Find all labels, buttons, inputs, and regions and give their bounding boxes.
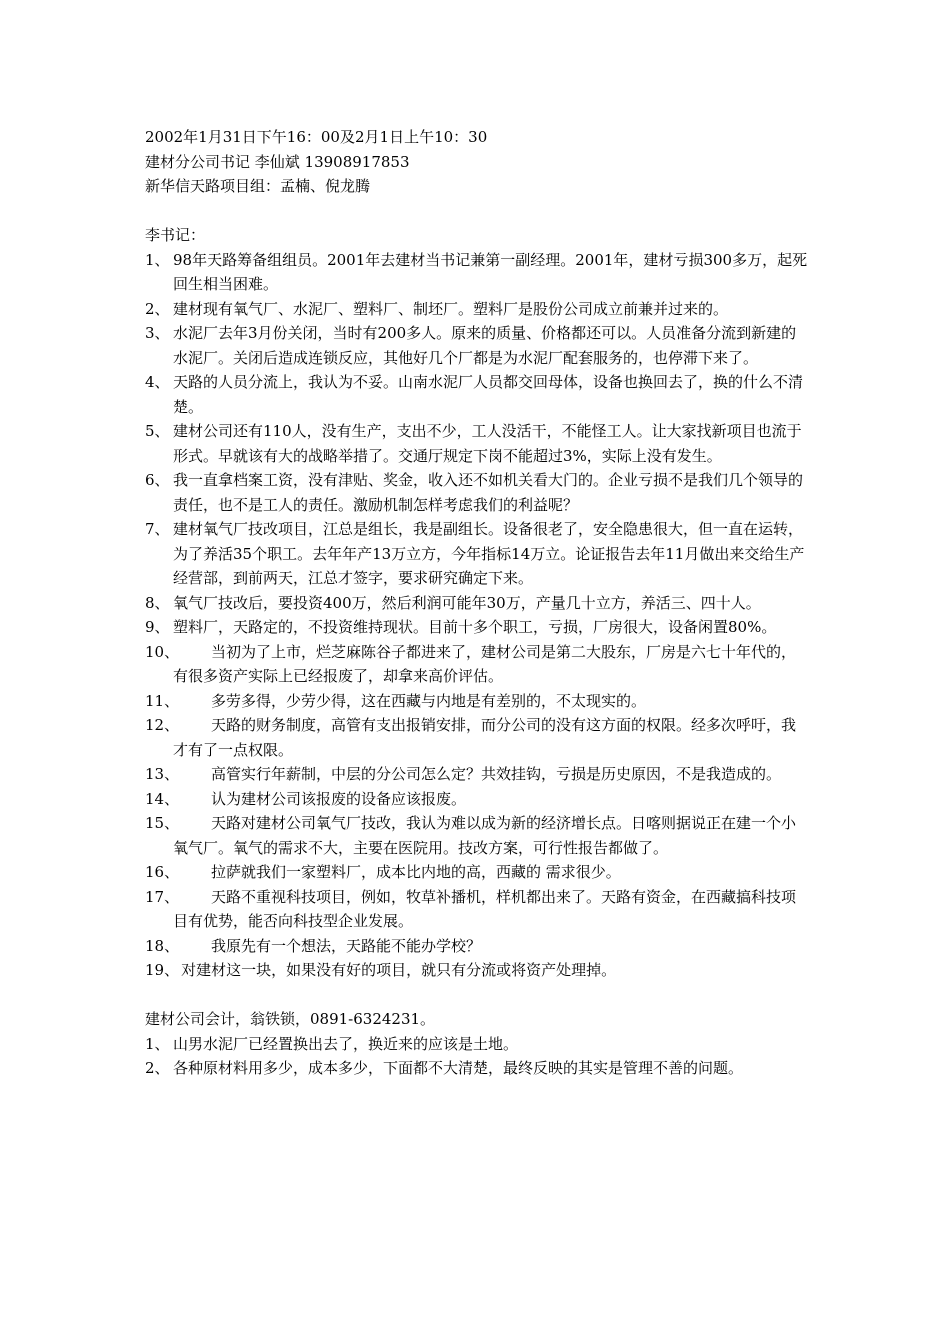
list-item-number: 2、 — [145, 299, 170, 318]
list-item — [145, 689, 810, 714]
list-item — [145, 811, 810, 860]
list-item-number: 1、 — [145, 250, 170, 269]
list-item-number: 9、 — [145, 618, 170, 636]
spacer — [145, 983, 810, 1008]
list-item-text: 当初为了上市，烂芝麻陈谷子都进来了，建材公司是第二大股东，厂房是六七十年代的，有很多资产实际上已经报废了，却拿来高价评估。 — [173, 642, 797, 685]
list-item-text: 各种原材料用多少，成本多少，下面都不大清楚，最终反映的其实是管理不善的问题。 — [173, 1059, 744, 1077]
list-item — [145, 591, 810, 616]
list-item — [145, 321, 810, 370]
list-item-text: 塑料厂，天路定的，不投资维持现状。目前十多个职工，亏损，厂房很大，设备闲置80%。 — [173, 618, 777, 636]
list-item — [145, 370, 810, 419]
list-item-text: 高管实行年薪制，中层的分公司怎么定？共效挂钩，亏损是历史原因，不是我造成的。 — [211, 765, 782, 783]
list-item-number: 18、 — [145, 936, 180, 955]
notes-list-li — [145, 248, 810, 983]
list-item-number: 5、 — [145, 422, 170, 440]
list-item — [145, 934, 810, 959]
list-item-text: 多劳多得，少劳少得，这在西藏与内地是有差别的，不太现实的。 — [211, 691, 647, 710]
list-item-text: 水泥厂去年3月份关闭，当时有200多人。原来的质量、价格都还可以。人员准备分流到新建的水泥厂。关闭后造成连锁反应，其他好几个厂都是为水泥厂配套服务的，也停滞下来了。 — [173, 324, 797, 367]
list-item — [145, 517, 810, 591]
list-item — [145, 297, 810, 322]
list-item-text: 氧气厂技改后，要投资400万，然后利润可能年30万，产量几十立方，养活三、四十人。 — [173, 593, 761, 612]
contact-info: 建材分公司书记 李仙斌 13908917853 — [145, 152, 410, 171]
list-item-text: 天路的人员分流上，我认为不妥。山南水泥厂人员都交回母体，设备也换回去了，换的什么不清楚。 — [173, 373, 804, 416]
list-item-number: 17、 — [145, 887, 180, 906]
list-item-text: 山男水泥厂已经置换出去了，换近来的应该是土地。 — [173, 1034, 519, 1053]
notes-list-accountant — [145, 1032, 810, 1081]
list-item-number: 14、 — [145, 789, 180, 808]
meeting-date: 2002年1月31日下午16：00及2月1日上午10：30 — [145, 128, 488, 146]
list-item-text: 天路对建材公司氧气厂技改，我认为难以成为新的经济增长点。日喀则据说正在建一个小氧气厂。氧气的需求不大，主要在医院用。技改方案，可行性报告都做了。 — [173, 814, 797, 857]
list-item — [145, 468, 810, 517]
list-item-number: 6、 — [145, 471, 170, 489]
list-item-text: 天路的财务制度，高管有支出报销安排，而分公司的没有这方面的权限。经多次呼吁，我才有了一点权限。 — [173, 716, 797, 759]
list-item — [145, 1032, 810, 1057]
list-item-text: 对建材这一块，如果没有好的项目，就只有分流或将资产处理掉。 — [181, 961, 617, 979]
list-item-number: 11、 — [145, 691, 180, 710]
section-title-li: 李书记： — [145, 226, 206, 244]
list-item-text: 认为建材公司该报废的设备应该报废。 — [211, 789, 467, 808]
list-item-text: 建材公司还有110人，没有生产，支出不少，工人没活干，不能怪工人。让大家找新项目也流于形式。早就该有大的战略举措了。交通厅规定下岗不能超过3%，实际上没有发生。 — [173, 422, 802, 465]
list-item — [145, 713, 810, 762]
list-item — [145, 419, 810, 468]
list-item — [145, 248, 810, 297]
list-item-text: 拉萨就我们一家塑料厂，成本比内地的高，西藏的 需求很少。 — [211, 863, 621, 881]
document-body — [145, 125, 810, 1081]
list-item-number: 15、 — [145, 814, 180, 832]
list-item — [145, 885, 810, 934]
list-item-number: 7、 — [145, 520, 170, 538]
list-item-text: 建材氧气厂技改项目，江总是组长，我是副组长。设备很老了，安全隐患很大，但一直在运转，为了养活35个职工。去年年产13万立方，今年指标14万立。论证报告去年11月做出来交给生产经营部，到前两天，江总才签字，要求研究确定下来。 — [173, 520, 805, 587]
list-item-number: 16、 — [145, 863, 180, 881]
list-item — [145, 762, 810, 787]
list-item — [145, 958, 810, 983]
list-item-number: 1、 — [145, 1034, 170, 1053]
list-item-number: 12、 — [145, 716, 180, 734]
list-item-text: 建材现有氧气厂、水泥厂、塑料厂、制坯厂。塑料厂是股份公司成立前兼并过来的。 — [173, 299, 729, 318]
list-item-number: 4、 — [145, 373, 170, 391]
list-item-number: 2、 — [145, 1059, 170, 1077]
list-item — [145, 640, 810, 689]
list-item-text: 我原先有一个想法，天路能不能办学校？ — [211, 936, 482, 955]
list-item-number: 8、 — [145, 593, 170, 612]
list-item-text: 天路不重视科技项目，例如，牧草补播机，样机都出来了。天路有资金，在西藏搞科技项目有优势，能否向科技型企业发展。 — [173, 887, 797, 930]
list-item-text: 我一直拿档案工资，没有津贴、奖金，收入还不如机关看大门的。企业亏损不是我们几个领导的责任，也不是工人的责任。激励机制怎样考虑我们的利益呢？ — [173, 471, 804, 514]
list-item — [145, 1056, 810, 1081]
list-item-number: 19、 — [145, 961, 180, 979]
list-item — [145, 615, 810, 640]
list-item-number: 3、 — [145, 324, 170, 342]
section-title-accountant: 建材公司会计，翁铁锁，0891-6324231。 — [145, 1010, 436, 1028]
project-team: 新华信天路项目组：孟楠、倪龙腾 — [145, 177, 371, 195]
list-item — [145, 860, 810, 885]
list-item-number: 13、 — [145, 765, 180, 783]
spacer — [145, 199, 810, 224]
list-item-text: 98年天路筹备组组员。2001年去建材当书记兼第一副经理。2001年，建材亏损300多万，起死回生相当困难。 — [173, 250, 808, 293]
list-item — [145, 787, 810, 812]
list-item-number: 10、 — [145, 642, 180, 661]
